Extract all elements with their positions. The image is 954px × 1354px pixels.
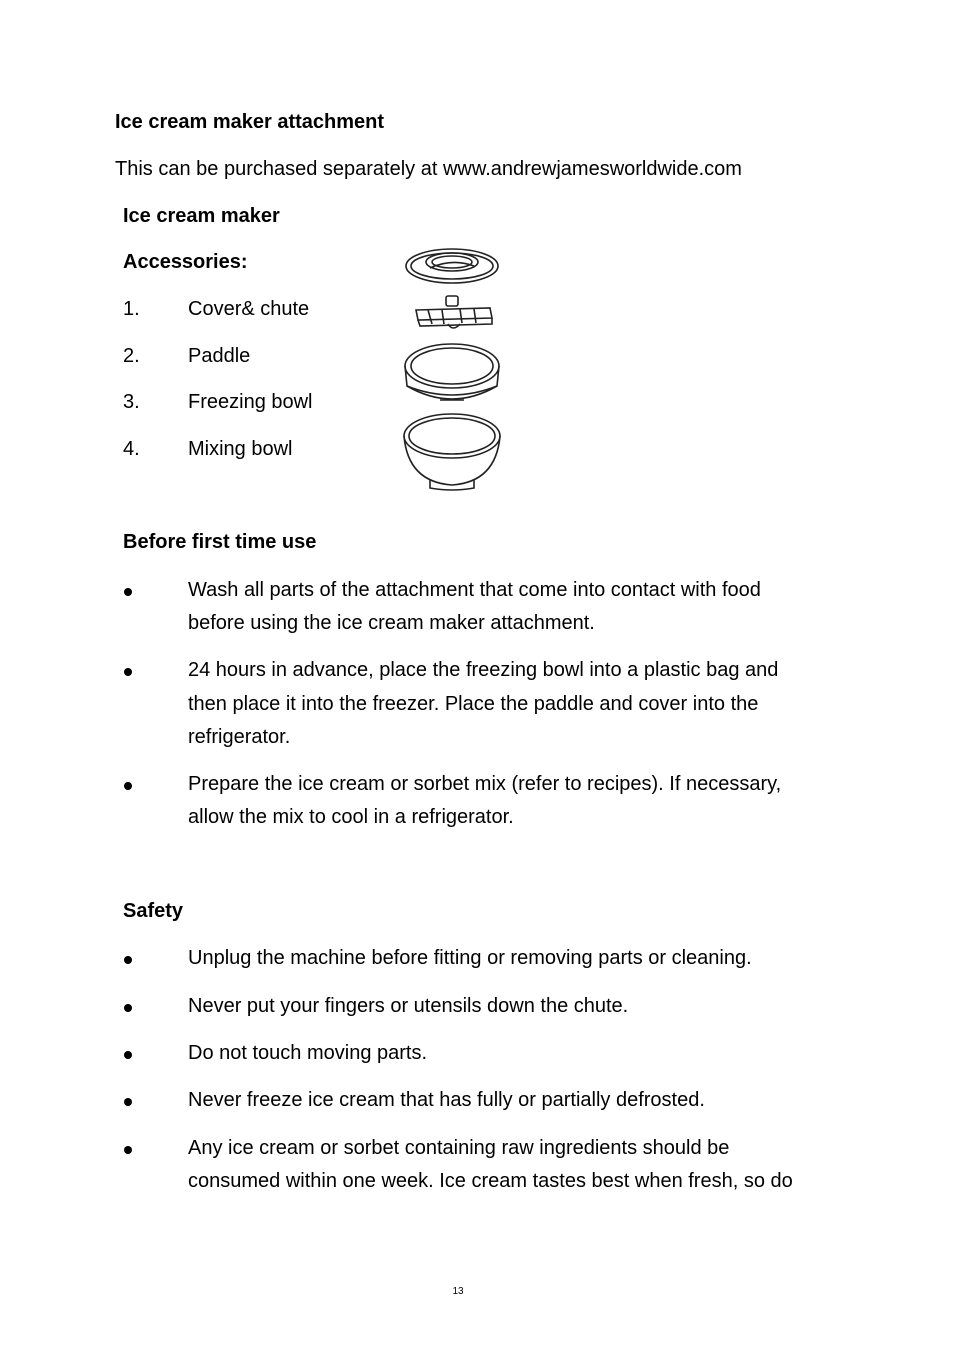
bullet-icon	[123, 948, 133, 958]
accessory-label: Paddle	[188, 345, 251, 367]
list-item-line: Prepare the ice cream or sorbet mix (refer to recipes). If necessary,	[188, 773, 782, 795]
bullet-icon	[123, 774, 133, 784]
list-item-line: refrigerator.	[188, 726, 291, 748]
accessories-title: Accessories:	[123, 251, 248, 273]
accessory-number: 2.	[123, 345, 140, 367]
accessory-number: 1.	[123, 298, 140, 320]
bullet-icon	[123, 996, 133, 1006]
cover-chute-drawing	[406, 249, 498, 283]
bullet-icon	[123, 1043, 133, 1053]
list-item-line: Never put your fingers or utensils down the chute.	[188, 995, 629, 1017]
bullet-icon	[123, 660, 133, 670]
accessory-label: Mixing bowl	[188, 438, 293, 460]
list-item-line: Any ice cream or sorbet containing raw ingredients should be	[188, 1137, 730, 1159]
bullet-icon	[123, 580, 133, 590]
accessory-label: Freezing bowl	[188, 391, 313, 413]
freezing-bowl-drawing	[405, 344, 499, 400]
list-item-line: Unplug the machine before fitting or removing parts or cleaning.	[188, 947, 752, 969]
accessory-label: Cover& chute	[188, 298, 310, 320]
list-item-line: then place it into the freezer. Place the paddle and cover into the	[188, 693, 759, 715]
before-first-use-title: Before first time use	[123, 531, 317, 553]
list-item-line: Never freeze ice cream that has fully or partially defrosted.	[188, 1089, 705, 1111]
bullet-icon	[123, 1138, 133, 1148]
safety-title: Safety	[123, 900, 184, 922]
list-item-line: Wash all parts of the attachment that come into contact with food	[188, 579, 761, 601]
list-item-line: 24 hours in advance, place the freezing bowl into a plastic bag and	[188, 659, 779, 681]
mixing-bowl-drawing	[404, 414, 500, 490]
list-item-line: consumed within one week. Ice cream tastes best when fresh, so do	[188, 1170, 793, 1192]
list-item-line: Do not touch moving parts.	[188, 1042, 428, 1064]
accessory-number: 4.	[123, 438, 140, 460]
section-title: Ice cream maker	[123, 205, 280, 227]
paddle-drawing	[416, 296, 492, 328]
list-item-line: allow the mix to cool in a refrigerator.	[188, 806, 514, 828]
accessory-number: 3.	[123, 391, 140, 413]
list-item-line: before using the ice cream maker attachment.	[188, 612, 595, 634]
page-number: 13	[452, 1286, 464, 1297]
purchase-note: This can be purchased separately at www.andrewjamesworldwide.com	[115, 158, 742, 180]
main-heading: Ice cream maker attachment	[115, 111, 385, 133]
accessories-illustration	[400, 244, 510, 494]
bullet-icon	[123, 1090, 133, 1100]
